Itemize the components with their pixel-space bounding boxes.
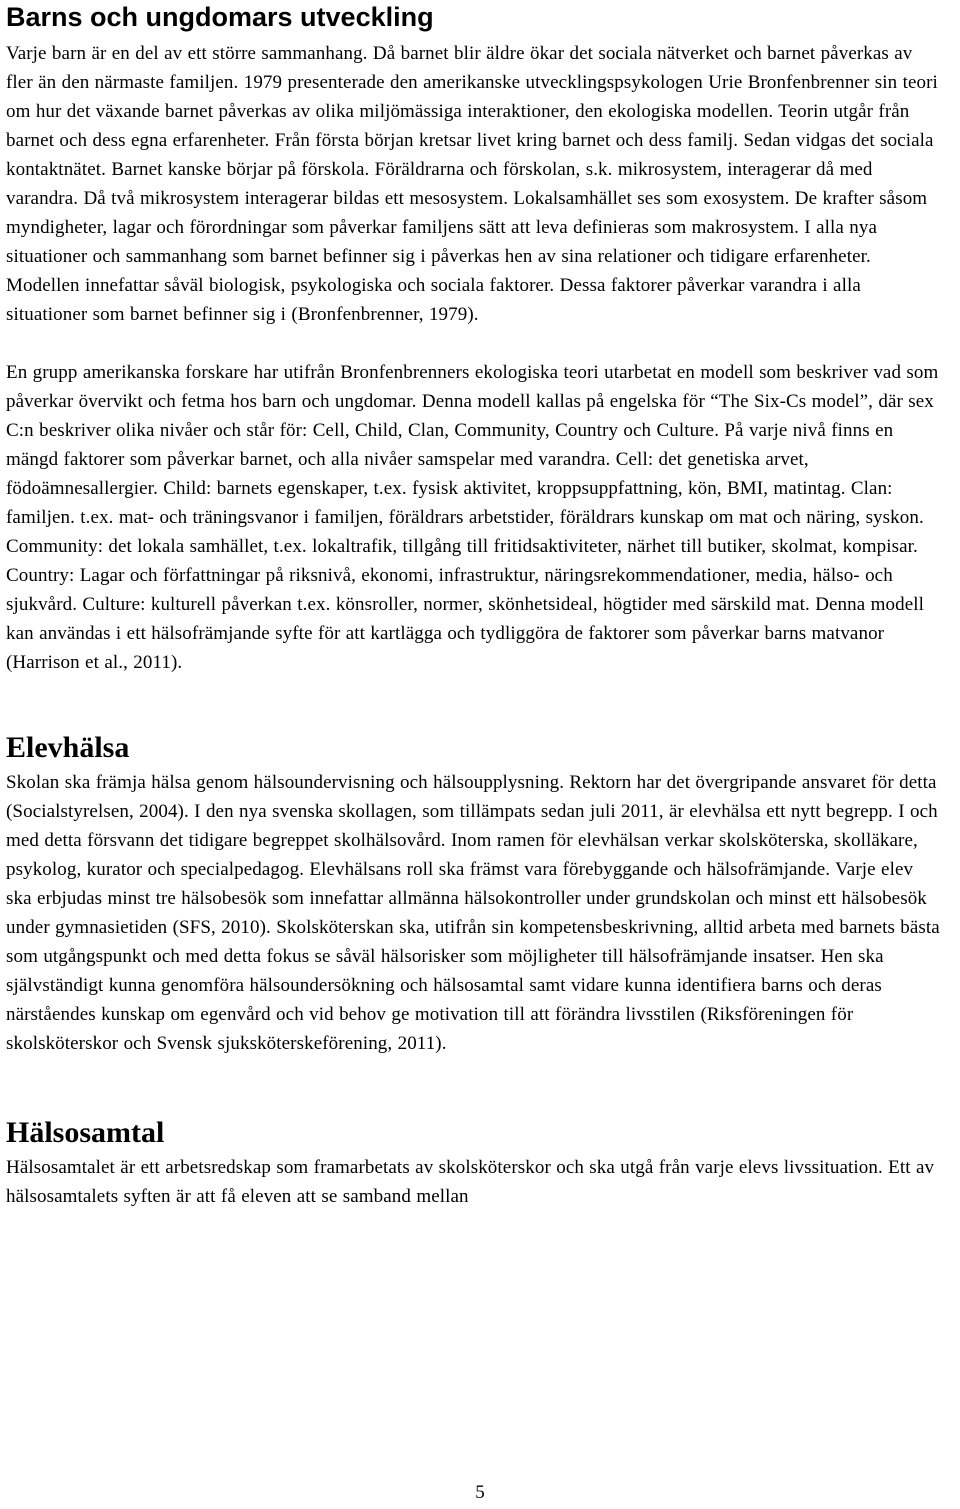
- document-page: [6, 0, 941, 1211]
- paragraph-elevhalsa: Skolan ska främja hälsa genom hälsoundervisning och hälsoupplysning. Rektorn har det övergripande ansvaret för detta (Socialstyrelsen, 2004). I den nya svenska skollagen, som tillämpats sedan juli 2011, är elevhälsa ett nytt begrepp. I och med detta försvann det tidigare begreppet skolhälsovård. Inom ramen för elevhälsan verkar skolsköterska, skolläkare, psykolog, kurator och specialpedagog. Elevhälsans roll ska främst vara förebyggande och hälsofrämjande. Varje elev ska erbjudas minst tre hälsobesök som innefattar allmänna hälsokontroller under grundskolan och minst ett hälsobesök under gymnasietiden (SFS, 2010). Skolsköterskan ska, utifrån sin kompetensbeskrivning, alltid arbeta med barnets bästa som utgångspunkt och med detta fokus se såväl hälsorisker som möjligheter till hälsofrämjande insatser. Hen ska självständigt kunna genomföra hälsoundersökning och hälsosamtal samt vidare kunna identifiera barns och deras närståendes kunskap om egenvård och vid behov ge motivation till att förändra livsstilen (Riksföreningen för skolsköterskor och Svensk sjuksköterskeförening, 2011).: [6, 772, 940, 1054]
- page-number: 5: [475, 1482, 485, 1503]
- paragraph-halsosamtal: Hälsosamtalet är ett arbetsredskap som framarbetats av skolsköterskor och ska utgå från varje elevs livssituation. Ett av hälsosamtalets syften är att få eleven att se samband mellan: [6, 1157, 935, 1207]
- section-heading-barns-utveckling: Barns och ungdomars utveckling: [6, 2, 434, 32]
- paragraph-bronfenbrenner: Varje barn är en del av ett större sammanhang. Då barnet blir äldre ökar det sociala nätverket och barnet påverkas av fler än den närmaste familjen. 1979 presenterade den amerikanske utvecklingspsykologen Urie Bronfenbrenner sin teori om hur det växande barnet påverkas av olika miljömässiga interaktioner, den ekologiska modellen. Teorin utgår från barnet och dess egna erfarenheter. Från första början kretsar livet kring barnet och dess familj. Sedan vidgas det sociala kontaktnätet. Barnet kanske börjar på förskola. Föräldrarna och förskolan, s.k. mikrosystem, interagerar då med varandra. Då två mikrosystem interagerar bildas ett mesosystem. Lokalsamhället ses som exosystem. De krafter såsom myndigheter, lagar och förordningar som påverkar familjens sätt att leva definieras som makrosystem. I alla nya situationer och sammanhang som barnet befinner sig i påverkas hen av sina relationer och tidigare erfarenheter. Modellen innefattar såväl biologisk, psykologiska och sociala faktorer. Dessa faktorer påverkar varandra i alla situationer som barnet befinner sig i (Bronfenbrenner, 1979).: [6, 43, 938, 325]
- section-heading-halsosamtal: Hälsosamtal: [6, 1116, 165, 1149]
- section-heading-elevhalsa: Elevhälsa: [6, 731, 130, 764]
- paragraph-six-cs-model: En grupp amerikanska forskare har utifrån Bronfenbrenners ekologiska teori utarbetat en modell som beskriver vad som påverkar övervikt och fetma hos barn och ungdomar. Denna modell kallas på engelska för “The Six-Cs model”, där sex C:n beskriver olika nivåer och står för: Cell, Child, Clan, Community, Country och Culture. På varje nivå finns en mängd faktorer som påverkar barnet, och alla nivåer samspelar med varandra. Cell: det genetiska arvet, födoämnesallergier. Child: barnets egenskaper, t.ex. fysisk aktivitet, kroppsuppfattning, kön, BMI, matintag. Clan: familjen. t.ex. mat- och träningsvanor i familjen, föräldrars arbetstider, föräldrars kunskap om mat och näring, syskon. Community: det lokala samhället, t.ex. lokaltrafik, tillgång till fritidsaktiviteter, närhet till butiker, skolmat, kompisar. Country: Lagar och författningar på riksnivå, ekonomi, infrastruktur, näringsrekommendationer, media, hälso- och sjukvård. Culture: kulturell påverkan t.ex. könsroller, normer, skönhetsideal, högtider med särskild mat. Denna modell kan användas i ett hälsofrämjande syfte för att kartlägga och tydliggöra de faktorer som påverkar barns matvanor (Harrison et al., 2011).: [6, 362, 939, 673]
